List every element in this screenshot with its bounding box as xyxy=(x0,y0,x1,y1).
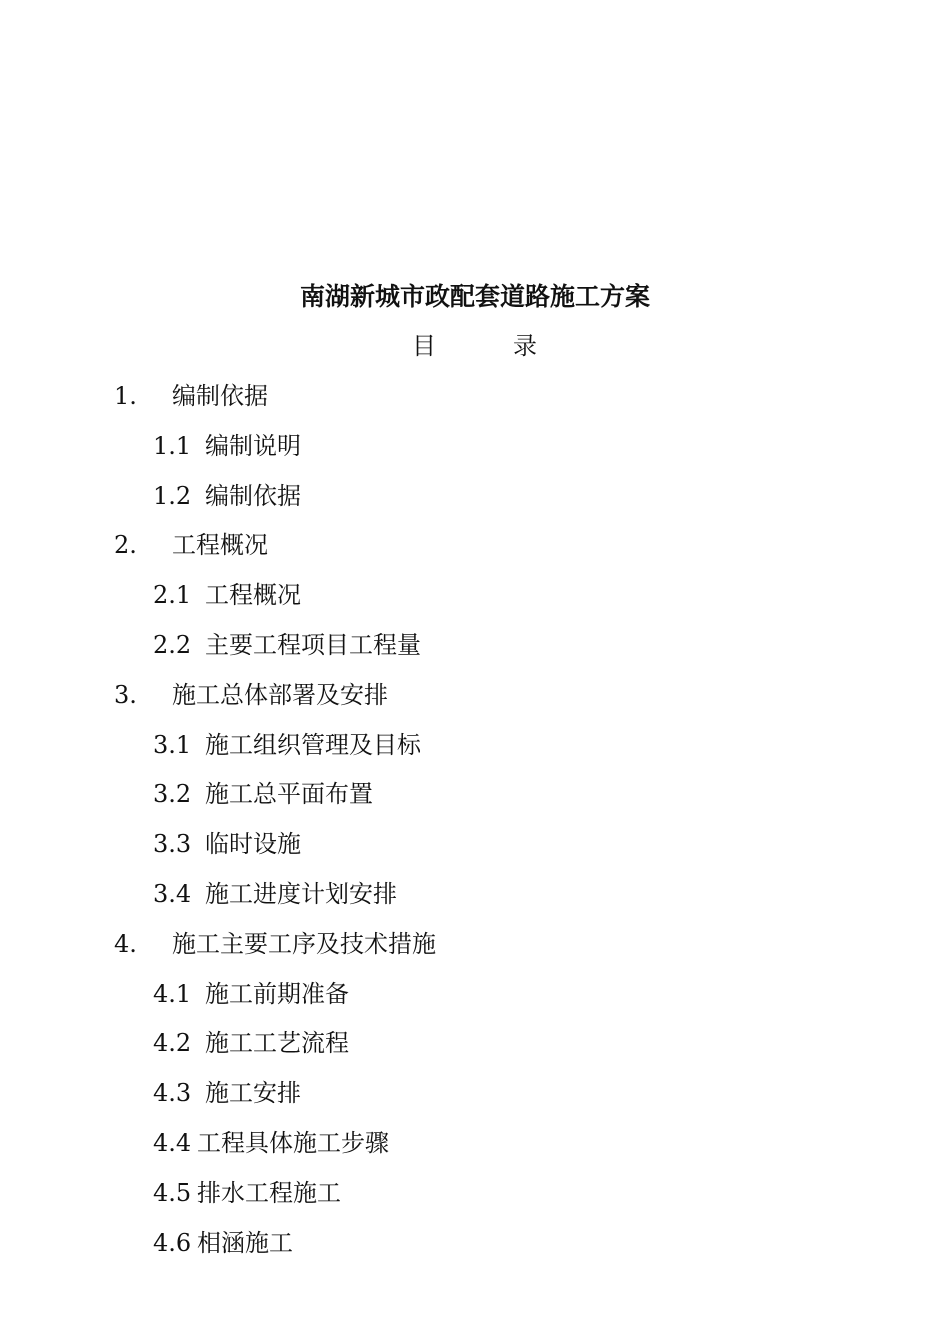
document-title: 南湖新城市政配套道路施工方案 xyxy=(299,282,650,311)
toc-entry-label: 工程具体施工步骤 xyxy=(197,1128,389,1157)
table-of-contents xyxy=(0,380,950,1276)
toc-entry[interactable] xyxy=(0,878,950,928)
toc-entry-number: 3.3 xyxy=(153,830,192,859)
toc-entry[interactable] xyxy=(0,828,950,878)
toc-entry[interactable] xyxy=(0,380,950,430)
toc-entry[interactable] xyxy=(0,579,950,629)
toc-entry-label: 施工进度计划安排 xyxy=(205,879,397,908)
toc-entry-number: 4. xyxy=(114,929,137,958)
toc-entry-label: 临时设施 xyxy=(205,830,301,859)
toc-entry-number: 1.2 xyxy=(153,481,192,510)
toc-entry-label: 施工总体部署及安排 xyxy=(172,680,388,709)
toc-entry-label: 编制依据 xyxy=(205,481,301,510)
toc-entry[interactable] xyxy=(0,729,950,779)
toc-entry-label: 排水工程施工 xyxy=(197,1178,341,1207)
toc-entry-label: 施工安排 xyxy=(205,1079,301,1108)
toc-heading xyxy=(0,330,950,362)
toc-entry-number: 1.1 xyxy=(153,431,192,460)
toc-entry-number: 3. xyxy=(114,680,137,709)
toc-entry-number: 1. xyxy=(114,382,137,410)
toc-entry[interactable] xyxy=(0,978,950,1028)
toc-entry[interactable] xyxy=(0,1177,950,1227)
toc-entry-number: 4.4 xyxy=(153,1128,192,1157)
toc-heading-char: 目 xyxy=(412,332,436,360)
toc-entry-number: 3.2 xyxy=(153,780,192,809)
toc-entry[interactable] xyxy=(0,1077,950,1127)
toc-entry-label: 工程概况 xyxy=(205,581,301,610)
toc-entry[interactable] xyxy=(0,1027,950,1077)
toc-entry[interactable] xyxy=(0,778,950,828)
toc-entry-label: 编制依据 xyxy=(172,382,268,410)
toc-entry-label: 相涵施工 xyxy=(197,1228,293,1257)
toc-entry-number: 2.1 xyxy=(153,581,192,610)
toc-entry-label: 主要工程项目工程量 xyxy=(205,630,421,659)
toc-entry[interactable] xyxy=(0,1127,950,1177)
toc-entry-number: 2.2 xyxy=(153,630,192,659)
toc-entry-number: 3.1 xyxy=(153,730,192,759)
toc-entry-number: 4.2 xyxy=(153,1029,192,1058)
toc-entry[interactable] xyxy=(0,928,950,978)
toc-entry[interactable] xyxy=(0,529,950,579)
toc-entry-number: 3.4 xyxy=(153,879,192,908)
toc-entry-number: 4.1 xyxy=(153,979,192,1008)
toc-entry[interactable] xyxy=(0,679,950,729)
toc-entry-label: 工程概况 xyxy=(172,531,268,560)
toc-entry-label: 施工组织管理及目标 xyxy=(205,730,421,759)
toc-entry-label: 施工总平面布置 xyxy=(205,780,373,809)
toc-entry-number: 4.5 xyxy=(153,1178,192,1207)
toc-entry[interactable] xyxy=(0,1227,950,1277)
toc-entry-label: 编制说明 xyxy=(205,431,301,460)
toc-entry[interactable] xyxy=(0,430,950,480)
toc-entry[interactable] xyxy=(0,480,950,530)
toc-entry-number: 4.6 xyxy=(153,1228,192,1257)
toc-entry-label: 施工主要工序及技术措施 xyxy=(172,929,436,958)
toc-entry[interactable] xyxy=(0,629,950,679)
toc-entry-number: 4.3 xyxy=(153,1079,192,1108)
toc-entry-label: 施工前期准备 xyxy=(205,979,349,1008)
toc-entry-label: 施工工艺流程 xyxy=(205,1029,349,1058)
toc-heading-char: 录 xyxy=(513,332,537,360)
toc-entry-number: 2. xyxy=(114,531,137,560)
